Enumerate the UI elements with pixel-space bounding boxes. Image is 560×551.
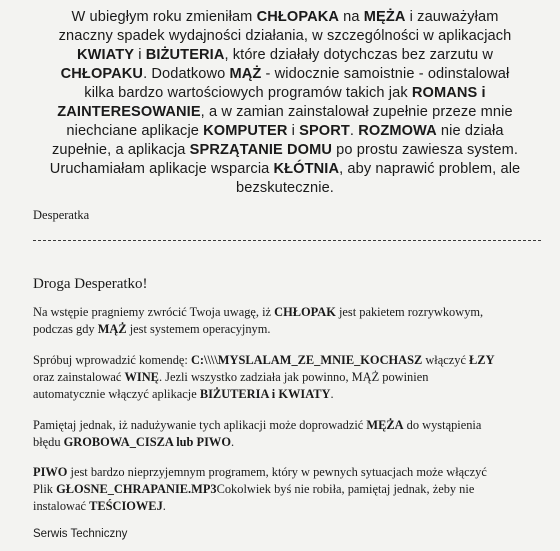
reply-line: PIWO jest bardzo nieprzyjemnym programem, który w pewnych sytuacjach może włączyć <box>33 465 487 479</box>
letter-line: bezskutecznie. <box>236 180 334 196</box>
reply-line: błędu GROBOWA_CISZA lub PIWO. <box>33 435 235 449</box>
reply-line: oraz zainstalować WINĘ. Jezli wszystko zadziała jak powinno, MĄŻ powinien <box>33 370 429 384</box>
reply-line: Pamiętaj jednak, iż nadużywanie tych aplikacji może doprowadzić MĘŻA do wystąpienia <box>33 418 482 432</box>
letter-line: Uruchamiałam aplikacje wsparcia KŁÓTNIA, aby naprawić problem, ale <box>49 161 521 177</box>
letter-line: ZAINTERESOWANIE, a w zamian zainstalował zupełnie przeze mnie <box>57 104 513 120</box>
reply-signature: Serwis Techniczny <box>33 528 128 540</box>
letter-line: CHŁOPAKU. Dodatkowo MĄŻ - widocznie samoistnie - odinstalował <box>60 66 510 82</box>
reply-line: instalować TEŚCIOWEJ. <box>33 499 166 513</box>
letter-line: KWIATY i BIŻUTERIA, które działały dotychczas bez zarzutu w <box>77 47 493 63</box>
reply-line: Plik GŁOSNE_CHRAPANIE.MP3Cokolwiek byś nie robiła, pamiętaj jednak, żeby nie <box>33 482 475 496</box>
dashed-divider <box>33 240 541 241</box>
reply-line: Spróbuj wprowadzić komendę: C:\\\\MYSLALAM_ZE_MNIE_KOCHASZ włączyć ŁZY <box>33 353 495 367</box>
letter-line: kilka bardzo wartościowych programów takich jak ROMANS i <box>84 85 486 101</box>
letter-signature: Desperatka <box>33 208 90 222</box>
letter-line: niechciane aplikacje KOMPUTER i SPORT. ROZMOWA nie działa <box>66 123 504 139</box>
reply-paragraph-3 <box>33 417 543 451</box>
reply-paragraph-2 <box>33 352 543 403</box>
reply-line: Na wstępie pragniemy zwrócić Twoja uwagę, iż CHŁOPAK jest pakietem rozrywkowym, <box>33 305 484 319</box>
reply-paragraph-4 <box>33 464 543 515</box>
letter-line: znaczny spadek wydajności działania, w szczególności w aplikacjach <box>58 28 512 44</box>
reply-line: automatycznie włączyć aplikacje BIŻUTERIA i KWIATY. <box>33 387 334 401</box>
complaint-letter <box>30 8 540 198</box>
reply-paragraph-1 <box>33 304 543 338</box>
letter-line: W ubiegłym roku zmieniłam CHŁOPAKA na MĘŻA i zauważyłam <box>71 9 499 25</box>
letter-line: zupełnie, a aplikacja SPRZĄTANIE DOMU po prostu zawiesza system. <box>51 142 518 158</box>
reply-line: podczas gdy MĄŻ jest systemem operacyjnym. <box>33 322 271 336</box>
reply-greeting: Droga Desperatko! <box>33 276 148 292</box>
